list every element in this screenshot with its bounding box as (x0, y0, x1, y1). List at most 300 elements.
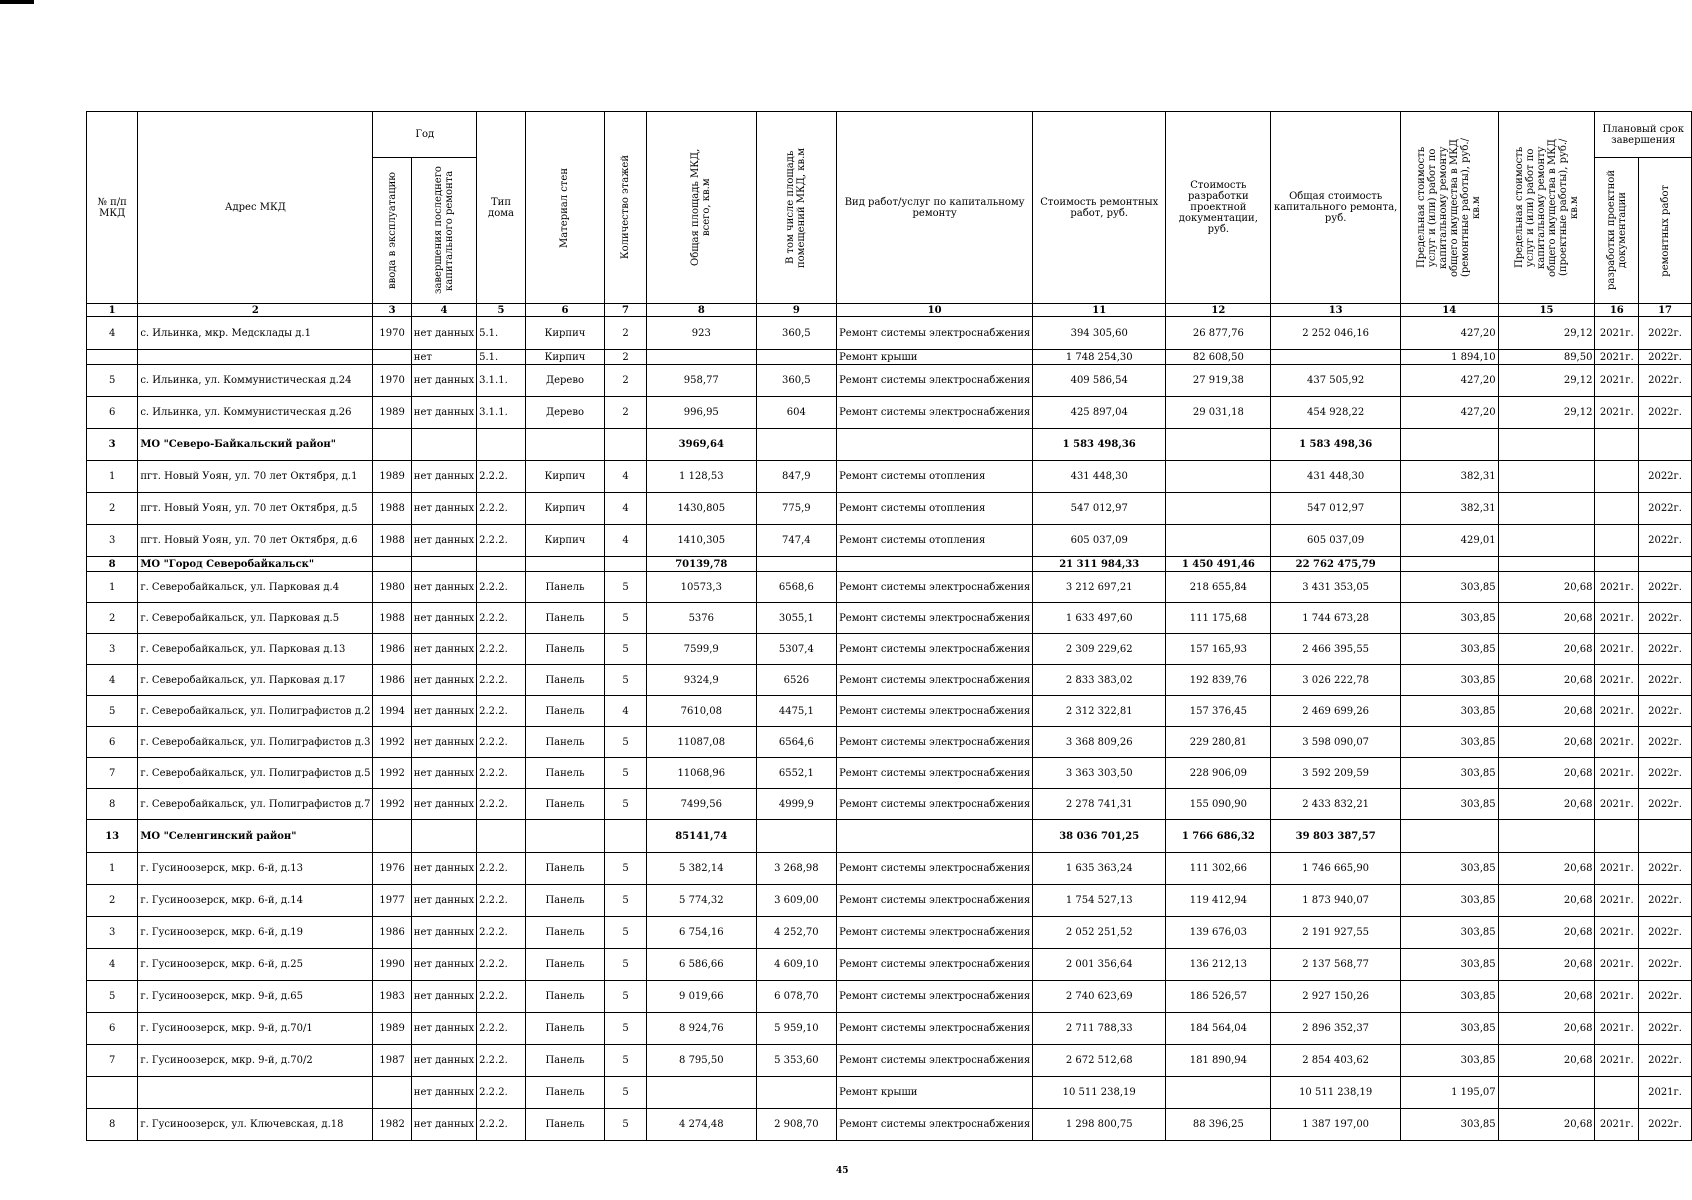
cell-premises-area: 360,5 (756, 365, 836, 397)
cell-commissioning-year: 1988 (373, 603, 411, 634)
cell-commissioning-year: 1986 (373, 665, 411, 696)
cell-plan-design: 2021г. (1595, 981, 1639, 1013)
cell-premises-area: 5 353,60 (756, 1045, 836, 1077)
cell-wall-material: Кирпич (525, 493, 604, 525)
cell-plan-design: 2021г. (1595, 696, 1639, 727)
column-number: 2 (138, 304, 373, 317)
cell-total-cost: 2 854 403,62 (1271, 1045, 1400, 1077)
cell-address: г. Гусиноозерск, мкр. 9-й, д.70/2 (138, 1045, 373, 1077)
cell-premises-area: 747,4 (756, 525, 836, 557)
cell-address: с. Ильинка, ул. Коммунистическая д.24 (138, 365, 373, 397)
cell-commissioning-year: 1994 (373, 696, 411, 727)
cell-wall-material: Кирпич (525, 317, 604, 350)
cell-total-cost: 2 252 046,16 (1271, 317, 1400, 350)
cell-limit-design: 20,68 (1498, 665, 1595, 696)
cell-house-type: 2.2.2. (477, 789, 526, 820)
cell-work-type: Ремонт системы электроснабжения (837, 727, 1033, 758)
cell-house-type: 3.1.1. (477, 365, 526, 397)
cell-total-area: 7599,9 (646, 634, 756, 665)
table-row (87, 1109, 1692, 1141)
cell-house-type: 2.2.2. (477, 572, 526, 603)
scan-edge-mark (0, 0, 34, 4)
cell-last-repair-year: нет данных (411, 665, 476, 696)
cell-limit-design: 20,68 (1498, 949, 1595, 981)
column-number: 10 (837, 304, 1033, 317)
column-number: 9 (756, 304, 836, 317)
cell-last-repair-year: нет данных (411, 634, 476, 665)
header-plan-design: разработки проектной документации (1595, 158, 1639, 304)
cell-plan-repair: 2022г. (1639, 493, 1692, 525)
cell-plan-design: 2021г. (1595, 572, 1639, 603)
cell-last-repair-year: нет данных (411, 885, 476, 917)
cell-address: пгт. Новый Уоян, ул. 70 лет Октября, д.5 (138, 493, 373, 525)
cell-last-repair-year: нет данных (411, 949, 476, 981)
cell-plan-repair: 2021г. (1639, 1077, 1692, 1109)
cell-repair-cost: 431 448,30 (1033, 461, 1166, 493)
table-row (87, 634, 1692, 665)
cell-limit-design (1498, 429, 1595, 461)
cell-repair-cost: 547 012,97 (1033, 493, 1166, 525)
cell-house-type: 2.2.2. (477, 885, 526, 917)
cell-floors: 5 (605, 789, 647, 820)
cell-design-cost: 111 302,66 (1166, 853, 1271, 885)
cell-plan-design (1595, 525, 1639, 557)
cell-work-type: Ремонт системы отопления (837, 493, 1033, 525)
cell-house-type: 2.2.2. (477, 727, 526, 758)
table-row (87, 525, 1692, 557)
cell-address: с. Ильинка, мкр. Медсклады д.1 (138, 317, 373, 350)
cell-repair-cost: 2 711 788,33 (1033, 1013, 1166, 1045)
cell-wall-material: Панель (525, 981, 604, 1013)
cell-design-cost: 229 280,81 (1166, 727, 1271, 758)
cell-repair-cost: 1 635 363,24 (1033, 853, 1166, 885)
column-number: 7 (605, 304, 647, 317)
cell-repair-cost: 3 212 697,21 (1033, 572, 1166, 603)
header-house-type: Тип дома (477, 112, 526, 304)
cell-design-cost (1166, 1077, 1271, 1109)
cell-premises-area (756, 429, 836, 461)
table-row (87, 365, 1692, 397)
cell-premises-area (756, 350, 836, 365)
cell-commissioning-year: 1982 (373, 1109, 411, 1141)
table-row (87, 885, 1692, 917)
cell-plan-repair: 2022г. (1639, 634, 1692, 665)
cell-last-repair-year (411, 429, 476, 461)
cell-repair-cost: 394 305,60 (1033, 317, 1166, 350)
cell-design-cost (1166, 461, 1271, 493)
column-number: 12 (1166, 304, 1271, 317)
cell-premises-area: 4475,1 (756, 696, 836, 727)
cell-last-repair-year: нет данных (411, 696, 476, 727)
cell-limit-design: 20,68 (1498, 1109, 1595, 1141)
cell-house-type: 2.2.2. (477, 1109, 526, 1141)
cell-row-number: 1 (87, 853, 138, 885)
repair-schedule-table (86, 111, 1692, 1141)
cell-limit-design (1498, 493, 1595, 525)
cell-repair-cost: 2 672 512,68 (1033, 1045, 1166, 1077)
cell-limit-repair: 303,85 (1400, 1109, 1498, 1141)
cell-total-area: 8 924,76 (646, 1013, 756, 1045)
cell-house-type (477, 557, 526, 572)
cell-total-cost: 547 012,97 (1271, 493, 1400, 525)
table-row (87, 696, 1692, 727)
cell-address: г. Гусиноозерск, ул. Ключевская, д.18 (138, 1109, 373, 1141)
cell-commissioning-year: 1989 (373, 461, 411, 493)
cell-limit-repair: 427,20 (1400, 397, 1498, 429)
cell-last-repair-year: нет данных (411, 1013, 476, 1045)
cell-house-type: 2.2.2. (477, 1013, 526, 1045)
cell-design-cost (1166, 525, 1271, 557)
cell-row-number: 8 (87, 789, 138, 820)
cell-work-type: Ремонт системы электроснабжения (837, 885, 1033, 917)
cell-address: г. Северобайкальск, ул. Парковая д.17 (138, 665, 373, 696)
cell-work-type (837, 820, 1033, 853)
cell-design-cost: 139 676,03 (1166, 917, 1271, 949)
cell-house-type: 2.2.2. (477, 853, 526, 885)
cell-design-cost: 186 526,57 (1166, 981, 1271, 1013)
cell-premises-area: 3 609,00 (756, 885, 836, 917)
cell-row-number: 4 (87, 317, 138, 350)
cell-plan-design (1595, 557, 1639, 572)
cell-limit-repair: 303,85 (1400, 603, 1498, 634)
cell-row-number: 1 (87, 461, 138, 493)
cell-repair-cost: 1 633 497,60 (1033, 603, 1166, 634)
cell-last-repair-year: нет (411, 350, 476, 365)
header-plan-repair: ремонтных работ (1639, 158, 1692, 304)
cell-address (138, 1077, 373, 1109)
cell-total-cost: 2 137 568,77 (1271, 949, 1400, 981)
cell-commissioning-year: 1990 (373, 949, 411, 981)
cell-design-cost (1166, 429, 1271, 461)
cell-limit-repair: 303,85 (1400, 789, 1498, 820)
cell-total-area: 10573,3 (646, 572, 756, 603)
cell-limit-design: 20,68 (1498, 885, 1595, 917)
cell-repair-cost: 605 037,09 (1033, 525, 1166, 557)
cell-address: г. Гусиноозерск, мкр. 6-й, д.13 (138, 853, 373, 885)
cell-plan-repair: 2022г. (1639, 885, 1692, 917)
cell-row-number: 4 (87, 665, 138, 696)
cell-row-number: 6 (87, 397, 138, 429)
cell-row-number: 5 (87, 981, 138, 1013)
cell-work-type: Ремонт системы электроснабжения (837, 696, 1033, 727)
table-row (87, 317, 1692, 350)
cell-limit-repair (1400, 429, 1498, 461)
cell-row-number: 2 (87, 603, 138, 634)
header-floors: Количество этажей (605, 112, 647, 304)
cell-plan-design: 2021г. (1595, 727, 1639, 758)
cell-limit-repair: 429,01 (1400, 525, 1498, 557)
column-number: 11 (1033, 304, 1166, 317)
cell-floors: 5 (605, 885, 647, 917)
cell-design-cost: 26 877,76 (1166, 317, 1271, 350)
header-total-area: Общая площадь МКД, всего, кв.м (646, 112, 756, 304)
cell-wall-material: Панель (525, 572, 604, 603)
table-row (87, 665, 1692, 696)
cell-total-area: 70139,78 (646, 557, 756, 572)
cell-premises-area: 6564,6 (756, 727, 836, 758)
cell-total-area: 6 586,66 (646, 949, 756, 981)
cell-limit-repair: 303,85 (1400, 853, 1498, 885)
cell-design-cost: 228 906,09 (1166, 758, 1271, 789)
cell-last-repair-year: нет данных (411, 493, 476, 525)
cell-work-type: Ремонт системы электроснабжения (837, 789, 1033, 820)
cell-limit-repair: 427,20 (1400, 317, 1498, 350)
cell-work-type: Ремонт крыши (837, 350, 1033, 365)
cell-floors (605, 820, 647, 853)
cell-commissioning-year: 1989 (373, 1013, 411, 1045)
cell-work-type (837, 557, 1033, 572)
cell-wall-material: Панель (525, 917, 604, 949)
cell-address: г. Гусиноозерск, мкр. 9-й, д.70/1 (138, 1013, 373, 1045)
cell-house-type: 2.2.2. (477, 603, 526, 634)
cell-total-area: 1 128,53 (646, 461, 756, 493)
cell-total-cost: 22 762 475,79 (1271, 557, 1400, 572)
cell-floors: 5 (605, 727, 647, 758)
cell-repair-cost: 38 036 701,25 (1033, 820, 1166, 853)
cell-floors: 5 (605, 917, 647, 949)
cell-work-type: Ремонт системы электроснабжения (837, 572, 1033, 603)
cell-total-area (646, 1077, 756, 1109)
cell-plan-design: 2021г. (1595, 949, 1639, 981)
cell-design-cost: 1 766 686,32 (1166, 820, 1271, 853)
cell-floors: 5 (605, 981, 647, 1013)
cell-house-type: 2.2.2. (477, 696, 526, 727)
cell-floors: 2 (605, 317, 647, 350)
cell-last-repair-year: нет данных (411, 917, 476, 949)
cell-design-cost: 1 450 491,46 (1166, 557, 1271, 572)
header-limit-repair: Предельная стоимость услуг и (или) работ по капитальному ремонту общего имущества в МКД (ремонтные работы), руб./кв.м (1400, 112, 1498, 304)
cell-address: МО "Селенгинский район" (138, 820, 373, 853)
cell-total-cost: 1 746 665,90 (1271, 853, 1400, 885)
cell-commissioning-year: 1988 (373, 525, 411, 557)
cell-limit-design: 20,68 (1498, 789, 1595, 820)
cell-total-area: 8 795,50 (646, 1045, 756, 1077)
cell-house-type: 2.2.2. (477, 917, 526, 949)
cell-row-number: 3 (87, 429, 138, 461)
column-number: 17 (1639, 304, 1692, 317)
cell-total-cost: 3 598 090,07 (1271, 727, 1400, 758)
cell-design-cost: 157 165,93 (1166, 634, 1271, 665)
header-address: Адрес МКД (138, 112, 373, 304)
cell-wall-material: Панель (525, 727, 604, 758)
table-section-row (87, 557, 1692, 572)
cell-limit-repair: 303,85 (1400, 1045, 1498, 1077)
cell-work-type: Ремонт системы электроснабжения (837, 317, 1033, 350)
cell-commissioning-year (373, 429, 411, 461)
cell-wall-material (525, 820, 604, 853)
cell-plan-repair: 2022г. (1639, 853, 1692, 885)
cell-floors: 2 (605, 365, 647, 397)
table-row (87, 727, 1692, 758)
cell-work-type: Ремонт системы электроснабжения (837, 665, 1033, 696)
cell-premises-area: 3 268,98 (756, 853, 836, 885)
cell-premises-area: 2 908,70 (756, 1109, 836, 1141)
cell-wall-material: Панель (525, 1013, 604, 1045)
cell-plan-repair (1639, 429, 1692, 461)
cell-limit-design: 20,68 (1498, 1013, 1595, 1045)
cell-limit-design: 20,68 (1498, 758, 1595, 789)
cell-plan-repair: 2022г. (1639, 525, 1692, 557)
cell-limit-design: 20,68 (1498, 917, 1595, 949)
table-row (87, 1077, 1692, 1109)
cell-total-area: 6 754,16 (646, 917, 756, 949)
cell-repair-cost: 3 363 303,50 (1033, 758, 1166, 789)
cell-wall-material: Панель (525, 1109, 604, 1141)
cell-address: г. Гусиноозерск, мкр. 6-й, д.14 (138, 885, 373, 917)
cell-work-type: Ремонт системы отопления (837, 461, 1033, 493)
cell-wall-material: Панель (525, 1077, 604, 1109)
cell-total-cost: 1 387 197,00 (1271, 1109, 1400, 1141)
cell-work-type: Ремонт системы электроснабжения (837, 397, 1033, 429)
column-number: 6 (525, 304, 604, 317)
cell-commissioning-year: 1976 (373, 853, 411, 885)
cell-plan-repair: 2022г. (1639, 696, 1692, 727)
header-repair-cost: Стоимость ремонтных работ, руб. (1033, 112, 1166, 304)
cell-row-number: 4 (87, 949, 138, 981)
cell-premises-area (756, 820, 836, 853)
cell-house-type: 3.1.1. (477, 397, 526, 429)
cell-limit-repair: 303,85 (1400, 949, 1498, 981)
cell-wall-material: Панель (525, 696, 604, 727)
cell-repair-cost: 425 897,04 (1033, 397, 1166, 429)
cell-limit-repair: 303,85 (1400, 634, 1498, 665)
cell-plan-repair (1639, 557, 1692, 572)
cell-plan-design (1595, 429, 1639, 461)
cell-floors: 5 (605, 603, 647, 634)
cell-address: с. Ильинка, ул. Коммунистическая д.26 (138, 397, 373, 429)
cell-plan-repair: 2022г. (1639, 949, 1692, 981)
column-number: 5 (477, 304, 526, 317)
cell-repair-cost: 21 311 984,33 (1033, 557, 1166, 572)
cell-total-cost: 10 511 238,19 (1271, 1077, 1400, 1109)
cell-work-type: Ремонт системы электроснабжения (837, 603, 1033, 634)
cell-work-type: Ремонт системы электроснабжения (837, 981, 1033, 1013)
cell-total-area: 3969,64 (646, 429, 756, 461)
cell-last-repair-year: нет данных (411, 572, 476, 603)
cell-row-number: 5 (87, 365, 138, 397)
cell-design-cost: 119 412,94 (1166, 885, 1271, 917)
cell-last-repair-year: нет данных (411, 727, 476, 758)
cell-total-cost: 3 431 353,05 (1271, 572, 1400, 603)
table-section-row (87, 429, 1692, 461)
cell-limit-repair: 303,85 (1400, 1013, 1498, 1045)
cell-plan-repair: 2022г. (1639, 350, 1692, 365)
cell-last-repair-year: нет данных (411, 758, 476, 789)
cell-total-cost: 2 469 699,26 (1271, 696, 1400, 727)
cell-last-repair-year: нет данных (411, 317, 476, 350)
cell-total-area: 996,95 (646, 397, 756, 429)
cell-wall-material: Панель (525, 885, 604, 917)
cell-floors: 2 (605, 350, 647, 365)
column-number: 14 (1400, 304, 1498, 317)
cell-row-number: 8 (87, 557, 138, 572)
table-row (87, 1045, 1692, 1077)
table-row (87, 572, 1692, 603)
cell-floors: 5 (605, 1109, 647, 1141)
cell-address: г. Гусиноозерск, мкр. 6-й, д.25 (138, 949, 373, 981)
cell-work-type: Ремонт системы электроснабжения (837, 758, 1033, 789)
cell-premises-area (756, 1077, 836, 1109)
page-number: 45 (836, 1166, 849, 1176)
cell-floors (605, 557, 647, 572)
cell-plan-repair: 2022г. (1639, 397, 1692, 429)
cell-house-type: 2.2.2. (477, 949, 526, 981)
cell-row-number: 6 (87, 1013, 138, 1045)
cell-premises-area (756, 557, 836, 572)
cell-total-cost: 39 803 387,57 (1271, 820, 1400, 853)
cell-commissioning-year (373, 350, 411, 365)
cell-commissioning-year: 1989 (373, 397, 411, 429)
cell-plan-design: 2021г. (1595, 758, 1639, 789)
cell-total-area: 5376 (646, 603, 756, 634)
cell-row-number: 13 (87, 820, 138, 853)
cell-floors: 2 (605, 397, 647, 429)
cell-wall-material: Панель (525, 949, 604, 981)
cell-total-area: 11087,08 (646, 727, 756, 758)
cell-commissioning-year: 1986 (373, 917, 411, 949)
cell-premises-area: 604 (756, 397, 836, 429)
cell-premises-area: 3055,1 (756, 603, 836, 634)
cell-house-type: 2.2.2. (477, 461, 526, 493)
cell-row-number: 3 (87, 634, 138, 665)
cell-limit-design: 89,50 (1498, 350, 1595, 365)
cell-plan-repair: 2022г. (1639, 727, 1692, 758)
cell-total-cost: 2 433 832,21 (1271, 789, 1400, 820)
cell-premises-area: 5307,4 (756, 634, 836, 665)
table-row (87, 853, 1692, 885)
header-wall-material: Материал стен (525, 112, 604, 304)
cell-plan-design: 2021г. (1595, 1109, 1639, 1141)
cell-premises-area: 6526 (756, 665, 836, 696)
header-design-cost: Стоимость разработки проектной документации, руб. (1166, 112, 1271, 304)
cell-design-cost: 181 890,94 (1166, 1045, 1271, 1077)
cell-plan-repair (1639, 820, 1692, 853)
cell-repair-cost: 1 754 527,13 (1033, 885, 1166, 917)
cell-repair-cost: 2 833 383,02 (1033, 665, 1166, 696)
cell-limit-design: 20,68 (1498, 1045, 1595, 1077)
cell-house-type: 2.2.2. (477, 493, 526, 525)
cell-limit-design: 29,12 (1498, 365, 1595, 397)
cell-last-repair-year: нет данных (411, 603, 476, 634)
cell-limit-design (1498, 1077, 1595, 1109)
cell-wall-material: Панель (525, 603, 604, 634)
cell-repair-cost: 2 001 356,64 (1033, 949, 1166, 981)
cell-address: г. Северобайкальск, ул. Полиграфистов д.3 (138, 727, 373, 758)
cell-house-type: 5.1. (477, 317, 526, 350)
cell-commissioning-year: 1983 (373, 981, 411, 1013)
cell-row-number (87, 1077, 138, 1109)
cell-plan-design: 2021г. (1595, 1045, 1639, 1077)
cell-wall-material: Панель (525, 1045, 604, 1077)
cell-floors: 4 (605, 461, 647, 493)
cell-plan-repair: 2022г. (1639, 789, 1692, 820)
cell-total-area: 5 382,14 (646, 853, 756, 885)
cell-limit-design (1498, 461, 1595, 493)
cell-total-cost: 2 466 395,55 (1271, 634, 1400, 665)
cell-total-area: 5 774,32 (646, 885, 756, 917)
cell-limit-repair: 1 894,10 (1400, 350, 1498, 365)
column-number-row (87, 304, 1692, 317)
cell-address: пгт. Новый Уоян, ул. 70 лет Октября, д.1 (138, 461, 373, 493)
cell-limit-design: 20,68 (1498, 727, 1595, 758)
cell-floors: 5 (605, 572, 647, 603)
cell-plan-design: 2021г. (1595, 789, 1639, 820)
cell-limit-repair: 303,85 (1400, 696, 1498, 727)
cell-row-number: 3 (87, 525, 138, 557)
cell-last-repair-year: нет данных (411, 1109, 476, 1141)
table-row (87, 493, 1692, 525)
header-last-repair-year: завершения последнего капитального ремонта (411, 158, 476, 304)
